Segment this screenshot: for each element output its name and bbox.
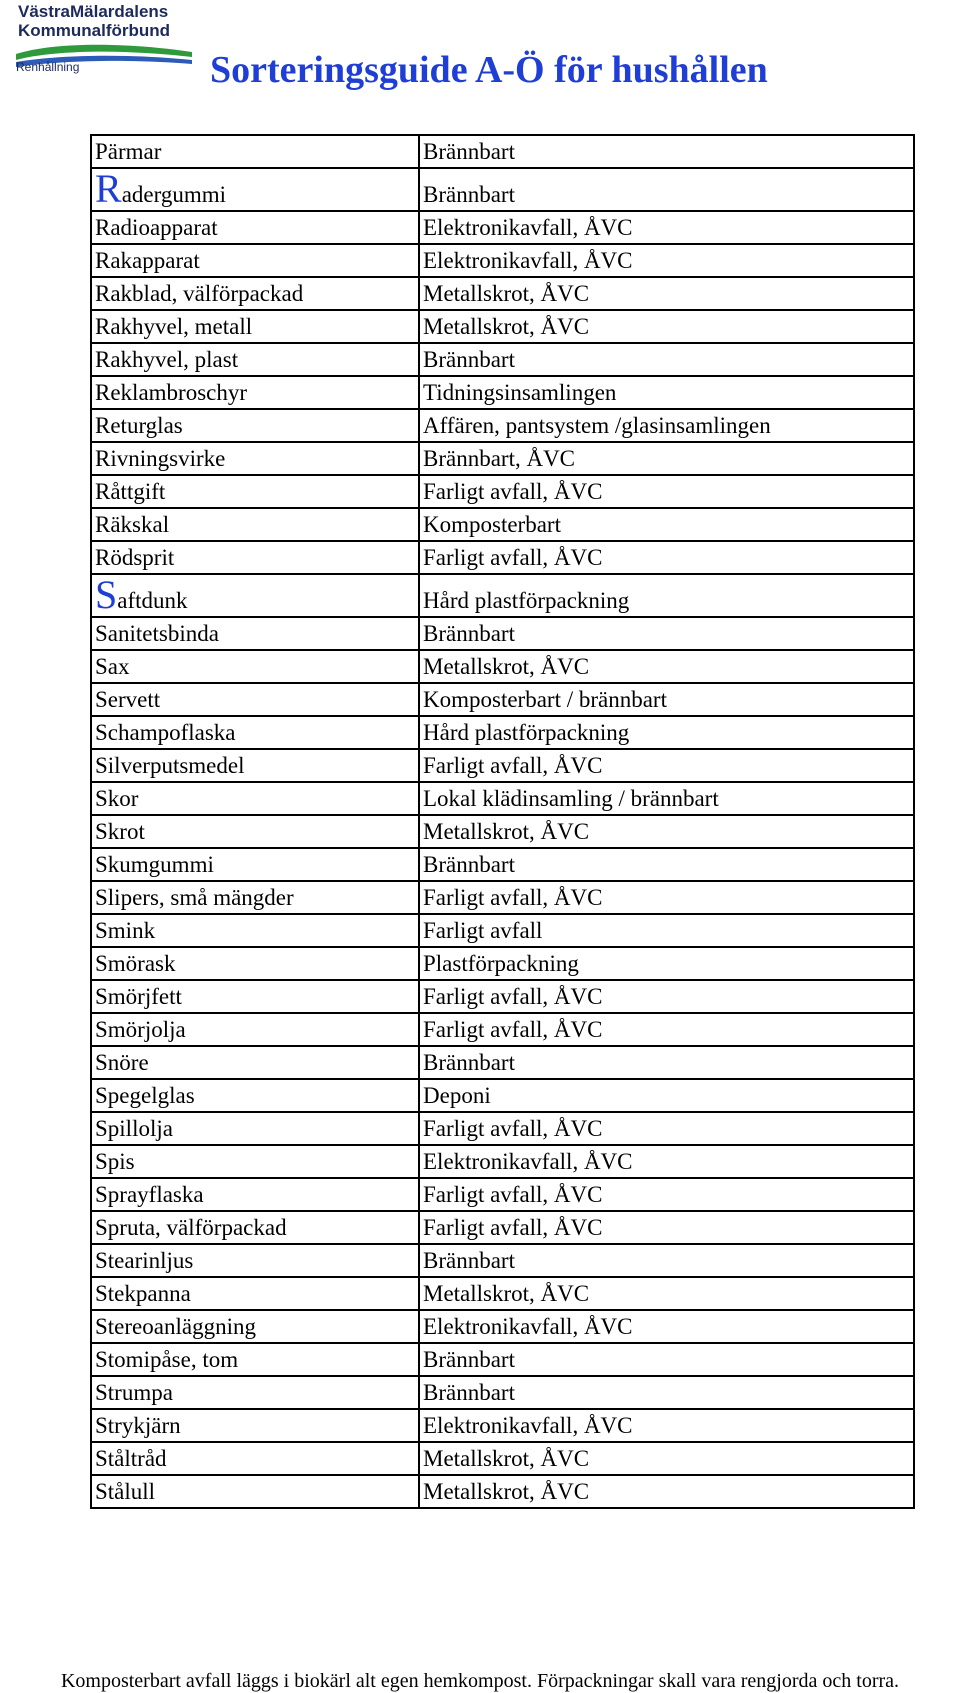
item-cell	[91, 1409, 419, 1442]
disposal-cell: Brännbart	[419, 1376, 914, 1409]
disposal-cell: Elektronikavfall, ÅVC	[419, 1310, 914, 1343]
disposal-cell: Elektronikavfall, ÅVC	[419, 211, 914, 244]
item-name: Rivningsvirke	[95, 446, 226, 471]
disposal-cell: Farligt avfall, ÅVC	[419, 1211, 914, 1244]
table-row	[91, 947, 914, 980]
item-name: Stekpanna	[95, 1281, 191, 1306]
disposal-cell: Elektronikavfall, ÅVC	[419, 1145, 914, 1178]
item-name: Slipers, små mängder	[95, 885, 294, 910]
disposal-cell: Farligt avfall, ÅVC	[419, 1112, 914, 1145]
disposal-cell: Brännbart	[419, 1343, 914, 1376]
item-cell	[91, 1244, 419, 1277]
table-row	[91, 1244, 914, 1277]
item-name: Spegelglas	[95, 1083, 195, 1108]
disposal-cell: Komposterbart / brännbart	[419, 683, 914, 716]
disposal-cell: Brännbart	[419, 848, 914, 881]
table-row	[91, 1277, 914, 1310]
sorting-table	[90, 134, 915, 1509]
table-row	[91, 1112, 914, 1145]
item-cell	[91, 914, 419, 947]
disposal-cell: Farligt avfall, ÅVC	[419, 1013, 914, 1046]
item-cell	[91, 749, 419, 782]
item-name: Reklambroschyr	[95, 380, 248, 405]
sorting-table-body	[91, 135, 914, 1508]
item-name: Spruta, välförpackad	[95, 1215, 287, 1240]
table-row	[91, 376, 914, 409]
item-name: Stomipåse, tom	[95, 1347, 239, 1372]
disposal-cell: Affären, pantsystem /glasinsamlingen	[419, 409, 914, 442]
table-row	[91, 1145, 914, 1178]
disposal-cell: Metallskrot, ÅVC	[419, 310, 914, 343]
table-row	[91, 244, 914, 277]
table-row	[91, 1046, 914, 1079]
item-name: Snöre	[95, 1050, 149, 1075]
item-cell	[91, 980, 419, 1013]
item-name: Skumgummi	[95, 852, 214, 877]
disposal-cell: Metallskrot, ÅVC	[419, 1442, 914, 1475]
table-row	[91, 815, 914, 848]
table-row	[91, 409, 914, 442]
item-name: Servett	[95, 687, 161, 712]
item-name: Smink	[95, 918, 156, 943]
item-cell	[91, 716, 419, 749]
table-row	[91, 1310, 914, 1343]
table-row	[91, 1409, 914, 1442]
item-name: Silverputsmedel	[95, 753, 245, 778]
disposal-cell: Deponi	[419, 1079, 914, 1112]
item-cell	[91, 168, 419, 211]
disposal-cell: Elektronikavfall, ÅVC	[419, 1409, 914, 1442]
table-row	[91, 848, 914, 881]
table-row	[91, 980, 914, 1013]
disposal-cell: Plastförpackning	[419, 947, 914, 980]
logo-text-line2: Kommunalförbund	[18, 21, 171, 40]
disposal-cell: Farligt avfall, ÅVC	[419, 749, 914, 782]
item-name: Spillolja	[95, 1116, 173, 1141]
table-row	[91, 1211, 914, 1244]
table-row	[91, 442, 914, 475]
item-name: Pärmar	[95, 139, 162, 164]
disposal-cell: Metallskrot, ÅVC	[419, 1475, 914, 1508]
item-name: Ståltråd	[95, 1446, 167, 1471]
item-name: Stereoanläggning	[95, 1314, 256, 1339]
item-cell	[91, 1145, 419, 1178]
item-cell	[91, 135, 419, 168]
item-cell	[91, 1343, 419, 1376]
table-row	[91, 343, 914, 376]
logo-subtitle: Renhållning	[16, 60, 80, 74]
table-row	[91, 617, 914, 650]
item-name: Rakblad, välförpackad	[95, 281, 304, 306]
item-cell	[91, 1277, 419, 1310]
table-row	[91, 749, 914, 782]
disposal-cell: Elektronikavfall, ÅVC	[419, 244, 914, 277]
item-cell	[91, 1475, 419, 1508]
item-cell	[91, 541, 419, 574]
item-cell	[91, 310, 419, 343]
item-name: aftdunk	[117, 588, 188, 613]
table-row	[91, 277, 914, 310]
item-cell	[91, 782, 419, 815]
item-cell	[91, 1046, 419, 1079]
table-row	[91, 1475, 914, 1508]
table-row	[91, 683, 914, 716]
item-cell	[91, 1013, 419, 1046]
item-cell	[91, 1112, 419, 1145]
item-name: Strykjärn	[95, 1413, 181, 1438]
item-cell	[91, 244, 419, 277]
disposal-cell: Hård plastförpackning	[419, 716, 914, 749]
item-name: Skor	[95, 786, 139, 811]
organization-logo	[14, 2, 194, 78]
disposal-cell: Metallskrot, ÅVC	[419, 815, 914, 848]
disposal-cell: Brännbart	[419, 168, 914, 211]
table-row	[91, 211, 914, 244]
table-row	[91, 782, 914, 815]
table-row	[91, 541, 914, 574]
disposal-cell: Brännbart	[419, 343, 914, 376]
item-name: Sanitetsbinda	[95, 621, 219, 646]
item-name: Rödsprit	[95, 545, 175, 570]
item-cell	[91, 508, 419, 541]
section-initial-letter: R	[95, 168, 122, 211]
disposal-cell: Metallskrot, ÅVC	[419, 1277, 914, 1310]
table-row	[91, 310, 914, 343]
disposal-cell: Hård plastförpackning	[419, 574, 914, 617]
item-cell	[91, 617, 419, 650]
disposal-cell: Farligt avfall, ÅVC	[419, 980, 914, 1013]
item-name: Rakhyvel, metall	[95, 314, 253, 339]
item-name: Smörjolja	[95, 1017, 186, 1042]
disposal-cell: Komposterbart	[419, 508, 914, 541]
item-cell	[91, 277, 419, 310]
table-row	[91, 914, 914, 947]
disposal-cell: Brännbart	[419, 1046, 914, 1079]
item-name: Rakapparat	[95, 248, 200, 273]
table-row	[91, 1376, 914, 1409]
table-row	[91, 168, 914, 211]
section-initial-letter: S	[95, 574, 118, 617]
item-name: Smörjfett	[95, 984, 182, 1009]
logo-text-line1: VästraMälardalens	[18, 2, 169, 21]
disposal-cell: Brännbart	[419, 135, 914, 168]
item-cell	[91, 1079, 419, 1112]
disposal-cell: Brännbart, ÅVC	[419, 442, 914, 475]
item-name: Råttgift	[95, 479, 166, 504]
item-name: Smörask	[95, 951, 176, 976]
item-name: Rakhyvel, plast	[95, 347, 239, 372]
item-cell	[91, 376, 419, 409]
item-cell	[91, 475, 419, 508]
item-cell	[91, 848, 419, 881]
disposal-cell: Farligt avfall	[419, 914, 914, 947]
page-title: Sorteringsguide A-Ö för hushållen	[210, 49, 768, 91]
item-cell	[91, 1211, 419, 1244]
footer-note: Komposterbart avfall läggs i biokärl alt egen hemkompost. Förpackningar skall vara rengjorda och torra.	[60, 1670, 900, 1692]
disposal-cell: Brännbart	[419, 1244, 914, 1277]
item-cell	[91, 881, 419, 914]
disposal-cell: Brännbart	[419, 617, 914, 650]
item-cell	[91, 343, 419, 376]
item-cell	[91, 650, 419, 683]
item-cell	[91, 1442, 419, 1475]
item-name: Sprayflaska	[95, 1182, 204, 1207]
table-row	[91, 1343, 914, 1376]
table-row	[91, 1442, 914, 1475]
disposal-cell: Metallskrot, ÅVC	[419, 650, 914, 683]
table-row	[91, 716, 914, 749]
item-cell	[91, 683, 419, 716]
item-name: Sax	[95, 654, 130, 679]
item-name: adergummi	[121, 182, 227, 207]
item-name: Schampoflaska	[95, 720, 236, 745]
disposal-cell: Farligt avfall, ÅVC	[419, 541, 914, 574]
table-row	[91, 650, 914, 683]
item-cell	[91, 442, 419, 475]
disposal-cell: Metallskrot, ÅVC	[419, 277, 914, 310]
table-row	[91, 475, 914, 508]
disposal-cell: Farligt avfall, ÅVC	[419, 475, 914, 508]
disposal-cell: Farligt avfall, ÅVC	[419, 1178, 914, 1211]
item-name: Stearinljus	[95, 1248, 194, 1273]
table-row	[91, 1013, 914, 1046]
item-cell	[91, 409, 419, 442]
disposal-cell: Lokal klädinsamling / brännbart	[419, 782, 914, 815]
table-row	[91, 881, 914, 914]
item-name: Strumpa	[95, 1380, 173, 1405]
item-cell	[91, 1310, 419, 1343]
disposal-cell: Tidningsinsamlingen	[419, 376, 914, 409]
item-cell	[91, 574, 419, 617]
table-row	[91, 135, 914, 168]
table-row	[91, 574, 914, 617]
table-row	[91, 1178, 914, 1211]
item-name: Returglas	[95, 413, 183, 438]
item-name: Stålull	[95, 1479, 156, 1504]
table-row	[91, 1079, 914, 1112]
item-name: Räkskal	[95, 512, 170, 537]
item-cell	[91, 1178, 419, 1211]
item-cell	[91, 947, 419, 980]
disposal-cell: Farligt avfall, ÅVC	[419, 881, 914, 914]
item-name: Skrot	[95, 819, 145, 844]
item-cell	[91, 211, 419, 244]
table-row	[91, 508, 914, 541]
item-cell	[91, 815, 419, 848]
item-name: Spis	[95, 1149, 135, 1174]
item-name: Radioapparat	[95, 215, 218, 240]
item-cell	[91, 1376, 419, 1409]
